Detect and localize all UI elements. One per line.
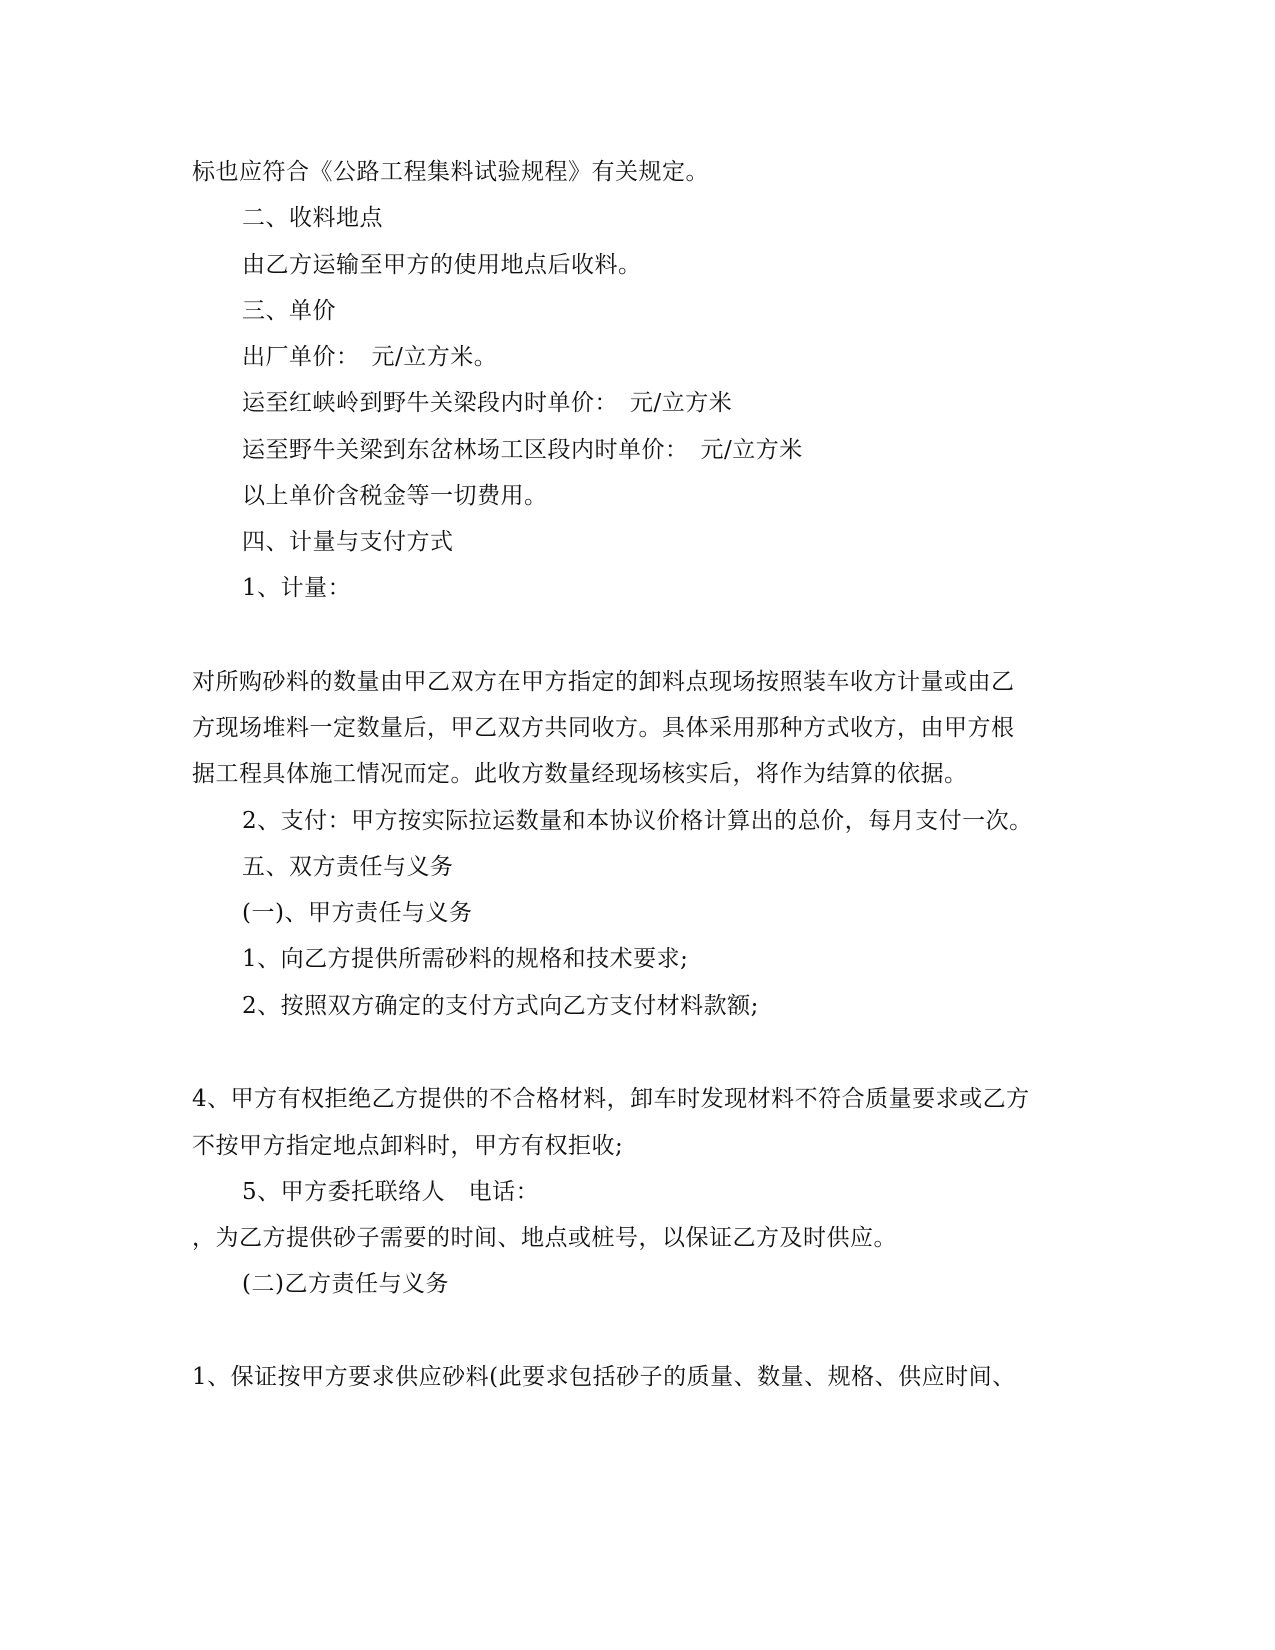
text-line: 以上单价含税金等一切费用。 [242,483,548,509]
text-line: 不按甲方指定地点卸料时，甲方有权拒收; [192,1133,624,1159]
section-heading: 五、双方责任与义务 [242,854,454,880]
section-heading: (一)、甲方责任与义务 [242,900,473,926]
text-line: 方现场堆料一定数量后，甲乙双方共同收方。具体采用那种方式收方，由甲方根 [192,715,1015,741]
text-line: 据工程具体施工情况而定。此收方数量经现场核实后，将作为结算的依据。 [192,761,968,787]
text-line: 对所购砂料的数量由甲乙双方在甲方指定的卸料点现场按照装车收方计量或由乙 [192,669,1015,695]
section-heading: (二)乙方责任与义务 [242,1271,449,1297]
text-line: 1、保证按甲方要求供应砂料(此要求包括砂子的质量、数量、规格、供应时间、 [192,1364,1016,1390]
text-line: 2、支付：甲方按实际拉运数量和本协议价格计算出的总价，每月支付一次。 [242,808,1033,834]
text-line: 1、计量： [242,575,352,601]
text-line: 1、向乙方提供所需砂料的规格和技术要求; [242,946,689,972]
text-line: 4、甲方有权拒绝乙方提供的不合格材料，卸车时发现材料不符合质量要求或乙方 [192,1086,1030,1112]
section-heading: 二、收料地点 [242,205,383,231]
section-heading: 四、计量与支付方式 [242,529,454,555]
text-line: 由乙方运输至甲方的使用地点后收料。 [242,252,642,278]
text-line: 出厂单价： 元/立方米。 [242,344,498,370]
text-line: 运至野牛关梁到东岔林场工区段内时单价： 元/立方米 [242,437,803,463]
section-heading: 三、单价 [242,298,336,324]
text-line: 2、按照双方确定的支付方式向乙方支付材料款额; [242,993,759,1019]
text-line: 5、甲方委托联络人 电话： [242,1179,540,1205]
text-line: 标也应符合《公路工程集料试验规程》有关规定。 [192,159,709,185]
text-line: 运至红峡岭到野牛关梁段内时单价： 元/立方米 [242,390,733,416]
text-line: ，为乙方提供砂子需要的时间、地点或桩号，以保证乙方及时供应。 [192,1225,897,1251]
